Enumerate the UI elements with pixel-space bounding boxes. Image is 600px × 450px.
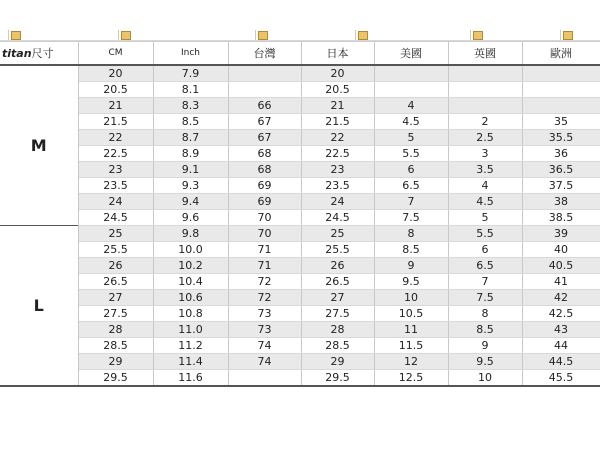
table-cell: 67 — [228, 114, 301, 130]
table-cell: 74 — [228, 354, 301, 370]
size-group-label: M — [0, 65, 78, 226]
column-header-us: 美國 — [374, 42, 448, 66]
table-row — [0, 162, 600, 178]
table-cell: 26.5 — [301, 274, 374, 290]
table-cell: 21.5 — [78, 114, 153, 130]
table-cell: 41 — [522, 274, 600, 290]
sheet-icon — [358, 31, 368, 40]
table-row — [0, 322, 600, 338]
size-label: 尺寸 — [31, 47, 54, 60]
table-cell: 22.5 — [78, 146, 153, 162]
column-header-japan: 日本 — [301, 42, 374, 66]
table-cell: 10.4 — [153, 274, 228, 290]
header-row — [0, 42, 600, 66]
table-row — [0, 226, 600, 242]
table-cell: 7 — [374, 194, 448, 210]
table-cell: 29.5 — [301, 370, 374, 387]
sheet-icon — [563, 31, 573, 40]
table-cell: 6.5 — [374, 178, 448, 194]
sheet-tab[interactable] — [470, 30, 531, 40]
table-cell: 26 — [78, 258, 153, 274]
table-cell: 25 — [301, 226, 374, 242]
table-cell: 68 — [228, 162, 301, 178]
sheet-tab[interactable] — [560, 30, 600, 40]
table-cell: 26 — [301, 258, 374, 274]
table-cell — [228, 82, 301, 98]
table-cell: 8.5 — [153, 114, 228, 130]
table-cell: 24.5 — [78, 210, 153, 226]
table-cell: 12 — [374, 354, 448, 370]
table-cell: 28.5 — [78, 338, 153, 354]
table-cell: 68 — [228, 146, 301, 162]
table-cell: 69 — [228, 194, 301, 210]
table-row — [0, 114, 600, 130]
table-row — [0, 306, 600, 322]
table-cell: 38.5 — [522, 210, 600, 226]
table-cell: 10.5 — [374, 306, 448, 322]
table-cell: 11.6 — [153, 370, 228, 387]
table-cell: 71 — [228, 242, 301, 258]
table-cell: 67 — [228, 130, 301, 146]
table-cell: 10 — [374, 290, 448, 306]
sheet-icon — [121, 31, 131, 40]
table-cell: 23 — [78, 162, 153, 178]
table-cell: 45.5 — [522, 370, 600, 387]
table-cell: 4 — [448, 178, 522, 194]
table-cell: 29 — [78, 354, 153, 370]
brand-size-header — [0, 42, 78, 66]
table-cell: 73 — [228, 322, 301, 338]
table-cell: 73 — [228, 306, 301, 322]
table-cell: 70 — [228, 226, 301, 242]
table-cell: 22 — [301, 130, 374, 146]
table-cell: 74 — [228, 338, 301, 354]
table-cell: 11.0 — [153, 322, 228, 338]
table-cell: 8.5 — [448, 322, 522, 338]
table-row — [0, 210, 600, 226]
table-cell: 35 — [522, 114, 600, 130]
table-cell — [448, 65, 522, 82]
table-cell: 29.5 — [78, 370, 153, 387]
sheet-icon — [258, 31, 268, 40]
table-row — [0, 194, 600, 210]
table-cell: 35.5 — [522, 130, 600, 146]
table-cell: 21.5 — [301, 114, 374, 130]
table-cell: 27 — [301, 290, 374, 306]
table-cell: 9.5 — [374, 274, 448, 290]
table-cell — [522, 82, 600, 98]
table-cell: 28 — [78, 322, 153, 338]
table-row — [0, 146, 600, 162]
table-cell: 28 — [301, 322, 374, 338]
table-cell: 9 — [448, 338, 522, 354]
table-cell: 8.3 — [153, 98, 228, 114]
sheet-tab[interactable] — [355, 30, 416, 40]
table-cell: 22 — [78, 130, 153, 146]
table-cell: 10.8 — [153, 306, 228, 322]
table-cell: 11 — [374, 322, 448, 338]
sheet-tab[interactable] — [118, 30, 179, 40]
table-row — [0, 274, 600, 290]
table-cell — [374, 82, 448, 98]
table-cell: 8.1 — [153, 82, 228, 98]
table-cell: 24 — [301, 194, 374, 210]
table-cell: 25.5 — [301, 242, 374, 258]
table-cell: 20.5 — [301, 82, 374, 98]
table-cell: 8.9 — [153, 146, 228, 162]
table-cell: 71 — [228, 258, 301, 274]
table-cell: 42.5 — [522, 306, 600, 322]
table-cell: 44.5 — [522, 354, 600, 370]
table-cell: 4.5 — [448, 194, 522, 210]
table-cell: 8.5 — [374, 242, 448, 258]
table-cell: 4.5 — [374, 114, 448, 130]
table-cell: 22.5 — [301, 146, 374, 162]
table-cell: 4 — [374, 98, 448, 114]
table-cell: 44 — [522, 338, 600, 354]
table-cell: 8 — [448, 306, 522, 322]
table-cell: 2.5 — [448, 130, 522, 146]
table-cell: 9.8 — [153, 226, 228, 242]
table-cell: 2 — [448, 114, 522, 130]
table-cell: 3.5 — [448, 162, 522, 178]
sheet-tab[interactable] — [8, 30, 79, 40]
table-cell: 21 — [301, 98, 374, 114]
table-cell: 10 — [448, 370, 522, 387]
size-group-label: L — [0, 226, 78, 387]
table-cell: 21 — [78, 98, 153, 114]
table-row — [0, 82, 600, 98]
table-cell: 10.6 — [153, 290, 228, 306]
table-cell — [228, 65, 301, 82]
table-cell: 36 — [522, 146, 600, 162]
table-row — [0, 370, 600, 387]
table-cell — [448, 98, 522, 114]
table-cell: 42 — [522, 290, 600, 306]
table-cell — [448, 82, 522, 98]
table-cell: 43 — [522, 322, 600, 338]
table-cell: 36.5 — [522, 162, 600, 178]
table-cell: 24 — [78, 194, 153, 210]
table-row — [0, 242, 600, 258]
table-cell: 9.5 — [448, 354, 522, 370]
table-cell: 7.9 — [153, 65, 228, 82]
table-cell: 20 — [78, 65, 153, 82]
table-row — [0, 178, 600, 194]
size-table-body — [0, 65, 600, 386]
table-cell: 11.5 — [374, 338, 448, 354]
table-cell: 9.6 — [153, 210, 228, 226]
table-cell: 39 — [522, 226, 600, 242]
table-cell: 28.5 — [301, 338, 374, 354]
table-cell — [522, 65, 600, 82]
table-cell: 7.5 — [448, 290, 522, 306]
table-row — [0, 98, 600, 114]
table-cell: 10.0 — [153, 242, 228, 258]
table-cell: 5.5 — [374, 146, 448, 162]
column-header-eu: 歐洲 — [522, 42, 600, 66]
column-header-taiwan: 台灣 — [228, 42, 301, 66]
table-cell: 6 — [448, 242, 522, 258]
brand-name: titan — [2, 47, 32, 60]
table-cell: 20 — [301, 65, 374, 82]
table-cell: 7 — [448, 274, 522, 290]
table-cell: 40 — [522, 242, 600, 258]
table-cell: 20.5 — [78, 82, 153, 98]
table-cell: 6 — [374, 162, 448, 178]
table-cell: 8.7 — [153, 130, 228, 146]
sheet-tab[interactable] — [255, 30, 326, 40]
table-cell: 66 — [228, 98, 301, 114]
table-row — [0, 258, 600, 274]
table-cell: 24.5 — [301, 210, 374, 226]
table-cell: 23.5 — [301, 178, 374, 194]
table-cell: 27.5 — [78, 306, 153, 322]
table-cell: 29 — [301, 354, 374, 370]
sheet-icon — [473, 31, 483, 40]
table-cell: 72 — [228, 290, 301, 306]
table-cell: 9.1 — [153, 162, 228, 178]
table-cell: 69 — [228, 178, 301, 194]
table-cell: 25.5 — [78, 242, 153, 258]
table-cell: 9.4 — [153, 194, 228, 210]
sheet-icon — [11, 31, 21, 40]
column-header-inch: Inch — [153, 42, 228, 66]
table-cell: 72 — [228, 274, 301, 290]
table-cell: 23 — [301, 162, 374, 178]
table-cell: 11.2 — [153, 338, 228, 354]
table-cell: 12.5 — [374, 370, 448, 387]
table-cell: 3 — [448, 146, 522, 162]
table-row — [0, 338, 600, 354]
table-row — [0, 290, 600, 306]
table-cell: 5.5 — [448, 226, 522, 242]
table-cell: 27.5 — [301, 306, 374, 322]
table-cell: 5 — [374, 130, 448, 146]
table-cell: 27 — [78, 290, 153, 306]
table-cell: 23.5 — [78, 178, 153, 194]
table-cell: 5 — [448, 210, 522, 226]
table-cell — [374, 65, 448, 82]
table-cell — [522, 98, 600, 114]
table-cell: 9 — [374, 258, 448, 274]
table-cell: 10.2 — [153, 258, 228, 274]
size-chart-table — [0, 41, 600, 387]
column-header-uk: 英國 — [448, 42, 522, 66]
table-cell: 6.5 — [448, 258, 522, 274]
table-cell: 38 — [522, 194, 600, 210]
table-row — [0, 65, 600, 82]
table-row — [0, 354, 600, 370]
table-cell: 11.4 — [153, 354, 228, 370]
table-cell — [228, 370, 301, 387]
table-cell: 37.5 — [522, 178, 600, 194]
table-cell: 70 — [228, 210, 301, 226]
table-cell: 7.5 — [374, 210, 448, 226]
table-cell: 25 — [78, 226, 153, 242]
column-header-cm: CM — [78, 42, 153, 66]
table-cell: 9.3 — [153, 178, 228, 194]
table-cell: 40.5 — [522, 258, 600, 274]
sheet-tab-strip — [0, 0, 600, 41]
table-cell: 8 — [374, 226, 448, 242]
table-row — [0, 130, 600, 146]
table-cell: 26.5 — [78, 274, 153, 290]
